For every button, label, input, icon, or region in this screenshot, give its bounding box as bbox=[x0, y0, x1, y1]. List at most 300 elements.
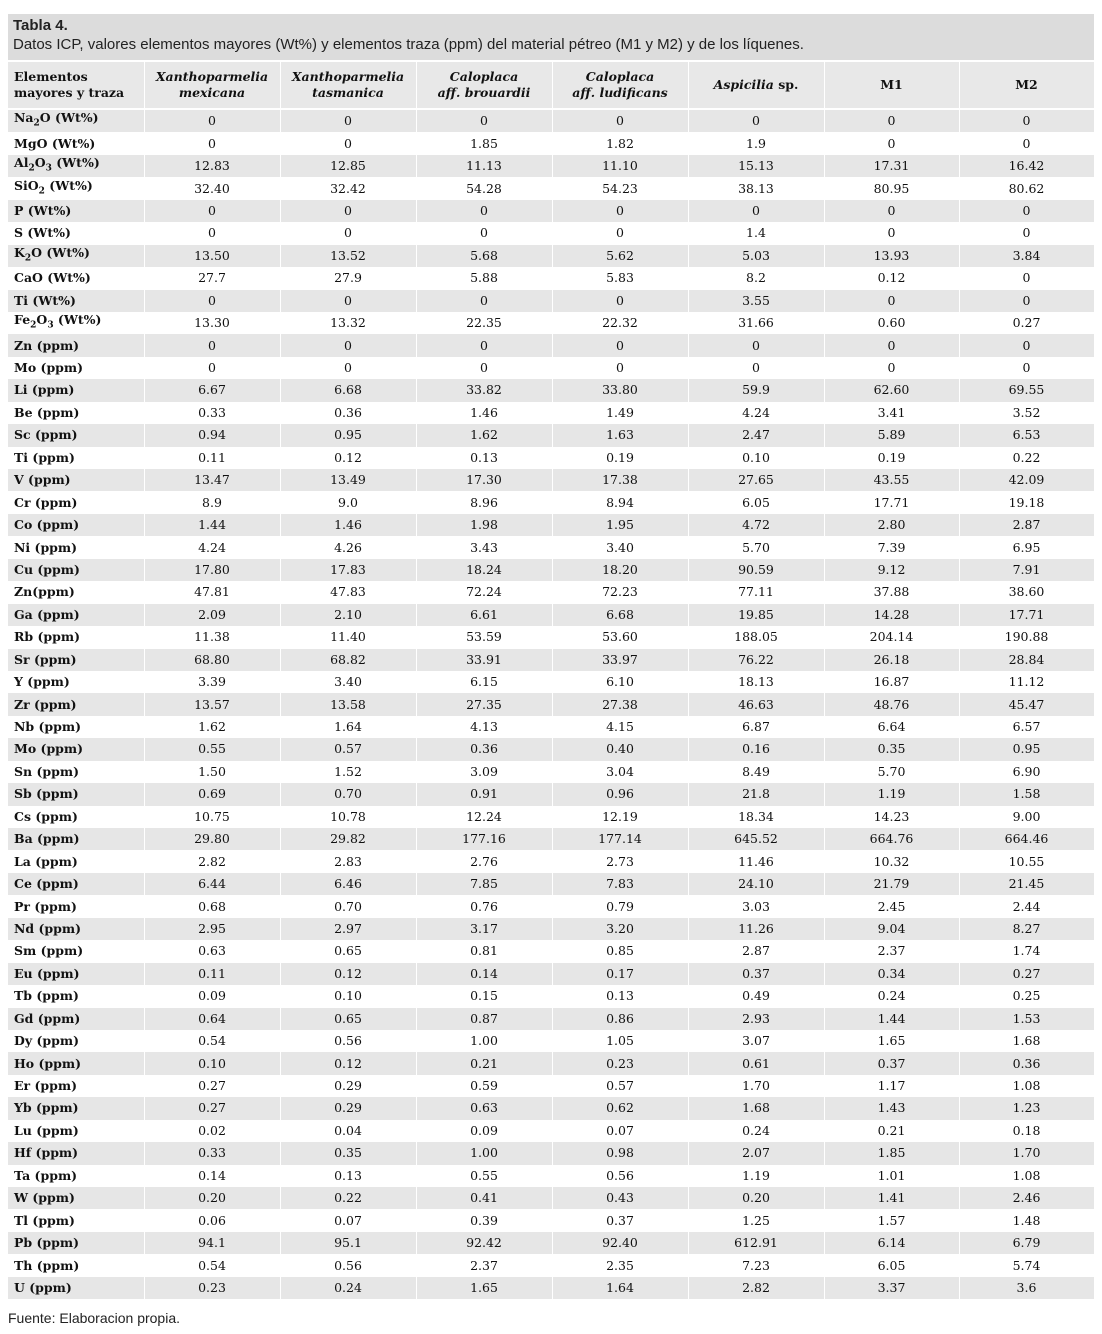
table-cell: 0.14 bbox=[416, 963, 552, 985]
table-cell: 28.84 bbox=[959, 649, 1094, 671]
table-cell: 4.13 bbox=[416, 716, 552, 738]
table-cell: 72.24 bbox=[416, 581, 552, 603]
row-label: V (ppm) bbox=[8, 469, 144, 491]
table-cell: 2.37 bbox=[824, 940, 959, 962]
table-cell: 1.85 bbox=[416, 132, 552, 154]
row-label: Ni (ppm) bbox=[8, 536, 144, 558]
row-label: Ti (ppm) bbox=[8, 447, 144, 469]
table-cell: 19.85 bbox=[688, 604, 824, 626]
table-cell: 6.57 bbox=[959, 716, 1094, 738]
table-cell: 0.12 bbox=[280, 447, 416, 469]
row-label: Ta (ppm) bbox=[8, 1165, 144, 1187]
table-cell: 1.98 bbox=[416, 514, 552, 536]
table-cell: 0.24 bbox=[688, 1120, 824, 1142]
table-cell: 3.09 bbox=[416, 761, 552, 783]
table-cell: 2.47 bbox=[688, 424, 824, 446]
table-cell: 3.6 bbox=[959, 1277, 1094, 1299]
table-cell: 18.13 bbox=[688, 671, 824, 693]
row-label: Sc (ppm) bbox=[8, 424, 144, 446]
table-cell: 13.52 bbox=[280, 245, 416, 267]
table-cell: 0.60 bbox=[824, 312, 959, 334]
table-cell: 0.13 bbox=[280, 1165, 416, 1187]
table-cell: 47.81 bbox=[144, 581, 280, 603]
table-cell: 3.40 bbox=[280, 671, 416, 693]
table-cell: 68.80 bbox=[144, 649, 280, 671]
table-cell: 0.39 bbox=[416, 1209, 552, 1231]
table-cell: 5.88 bbox=[416, 267, 552, 289]
table-cell: 0.37 bbox=[552, 1209, 688, 1231]
table-cell: 76.22 bbox=[688, 649, 824, 671]
table-cell: 1.53 bbox=[959, 1008, 1094, 1030]
table-cell: 0 bbox=[824, 132, 959, 154]
table-cell: 8.96 bbox=[416, 491, 552, 513]
table-cell: 80.62 bbox=[959, 177, 1094, 199]
table-cell: 53.59 bbox=[416, 626, 552, 648]
row-label: Eu (ppm) bbox=[8, 963, 144, 985]
table-cell: 0.27 bbox=[959, 963, 1094, 985]
table-subtitle: Datos ICP, valores elementos mayores (Wt%) y elementos traza (ppm) del material pétreo (M1 y M2) y de los líquenes. bbox=[13, 36, 804, 53]
table-cell: 0.64 bbox=[144, 1008, 280, 1030]
table-cell: 33.97 bbox=[552, 649, 688, 671]
table-cell: 2.82 bbox=[688, 1277, 824, 1299]
row-label: Ti (Wt%) bbox=[8, 290, 144, 312]
table-cell: 13.93 bbox=[824, 245, 959, 267]
row-label: CaO (Wt%) bbox=[8, 267, 144, 289]
table-row bbox=[8, 828, 1094, 850]
table-cell: 33.82 bbox=[416, 379, 552, 401]
table-cell: 0.86 bbox=[552, 1008, 688, 1030]
table-cell: 17.71 bbox=[824, 491, 959, 513]
table-cell: 22.32 bbox=[552, 312, 688, 334]
table-cell: 177.16 bbox=[416, 828, 552, 850]
table-cell: 0.56 bbox=[280, 1030, 416, 1052]
row-label: W (ppm) bbox=[8, 1187, 144, 1209]
table-cell: 14.28 bbox=[824, 604, 959, 626]
table-cell: 0.06 bbox=[144, 1209, 280, 1231]
table-cell: 46.63 bbox=[688, 693, 824, 715]
table-cell: 0.23 bbox=[552, 1052, 688, 1074]
table-cell: 1.46 bbox=[280, 514, 416, 536]
table-body bbox=[8, 109, 1094, 1299]
source-note: Fuente: Elaboracion propia. bbox=[8, 1310, 180, 1326]
table-cell: 0.23 bbox=[144, 1277, 280, 1299]
table-cell: 13.47 bbox=[144, 469, 280, 491]
table-cell: 2.45 bbox=[824, 895, 959, 917]
table-row bbox=[8, 155, 1094, 177]
header-caloplaca-brouardii: Caloplaca aff. brouardii bbox=[416, 61, 552, 109]
table-cell: 0.61 bbox=[688, 1052, 824, 1074]
table-cell: 0 bbox=[416, 290, 552, 312]
table-cell: 9.0 bbox=[280, 491, 416, 513]
table-cell: 0 bbox=[144, 334, 280, 356]
table-cell: 12.19 bbox=[552, 806, 688, 828]
table-cell: 18.34 bbox=[688, 806, 824, 828]
table-cell: 0.09 bbox=[144, 985, 280, 1007]
table-row bbox=[8, 1277, 1094, 1299]
table-cell: 38.13 bbox=[688, 177, 824, 199]
table-cell: 8.94 bbox=[552, 491, 688, 513]
table-cell: 17.83 bbox=[280, 559, 416, 581]
row-label: Mo (ppm) bbox=[8, 738, 144, 760]
table-cell: 27.7 bbox=[144, 267, 280, 289]
table-cell: 17.80 bbox=[144, 559, 280, 581]
table-cell: 2.46 bbox=[959, 1187, 1094, 1209]
table-cell: 1.70 bbox=[688, 1075, 824, 1097]
row-label: Ba (ppm) bbox=[8, 828, 144, 850]
table-cell: 0 bbox=[416, 222, 552, 244]
table-cell: 7.39 bbox=[824, 536, 959, 558]
table-cell: 6.05 bbox=[824, 1254, 959, 1276]
table-cell: 0.91 bbox=[416, 783, 552, 805]
table-cell: 0.27 bbox=[144, 1097, 280, 1119]
table-cell: 6.87 bbox=[688, 716, 824, 738]
table-row bbox=[8, 806, 1094, 828]
table-cell: 2.87 bbox=[688, 940, 824, 962]
table-cell: 664.76 bbox=[824, 828, 959, 850]
table-cell: 0.02 bbox=[144, 1120, 280, 1142]
table-cell: 33.91 bbox=[416, 649, 552, 671]
table-cell: 0.40 bbox=[552, 738, 688, 760]
table-cell: 6.05 bbox=[688, 491, 824, 513]
table-row bbox=[8, 491, 1094, 513]
table-cell: 0.24 bbox=[280, 1277, 416, 1299]
table-cell: 664.46 bbox=[959, 828, 1094, 850]
table-row bbox=[8, 1232, 1094, 1254]
table-cell: 0 bbox=[280, 109, 416, 132]
table-row bbox=[8, 109, 1094, 132]
table-cell: 0 bbox=[144, 109, 280, 132]
table-cell: 0.96 bbox=[552, 783, 688, 805]
row-label: Pr (ppm) bbox=[8, 895, 144, 917]
table-cell: 0.04 bbox=[280, 1120, 416, 1142]
table-cell: 0.35 bbox=[280, 1142, 416, 1164]
table-row bbox=[8, 671, 1094, 693]
header-caloplaca-ludificans: Caloplaca aff. ludificans bbox=[552, 61, 688, 109]
table-cell: 1.49 bbox=[552, 402, 688, 424]
table-cell: 0.36 bbox=[416, 738, 552, 760]
table-row bbox=[8, 424, 1094, 446]
row-label: Li (ppm) bbox=[8, 379, 144, 401]
row-label: Nb (ppm) bbox=[8, 716, 144, 738]
table-cell: 0.33 bbox=[144, 402, 280, 424]
table-row bbox=[8, 1075, 1094, 1097]
row-label: Y (ppm) bbox=[8, 671, 144, 693]
header-elements: Elementos mayores y traza bbox=[8, 61, 144, 109]
table-cell: 2.44 bbox=[959, 895, 1094, 917]
table-cell: 4.24 bbox=[688, 402, 824, 424]
table-cell: 72.23 bbox=[552, 581, 688, 603]
table-cell: 53.60 bbox=[552, 626, 688, 648]
table-cell: 0 bbox=[416, 200, 552, 222]
table-cell: 3.37 bbox=[824, 1277, 959, 1299]
table-cell: 0 bbox=[144, 290, 280, 312]
table-cell: 0.70 bbox=[280, 895, 416, 917]
table-cell: 2.97 bbox=[280, 918, 416, 940]
table-cell: 0 bbox=[824, 334, 959, 356]
table-cell: 3.07 bbox=[688, 1030, 824, 1052]
table-cell: 0.11 bbox=[144, 447, 280, 469]
table-cell: 10.78 bbox=[280, 806, 416, 828]
table-cell: 15.13 bbox=[688, 155, 824, 177]
table-cell: 0 bbox=[144, 357, 280, 379]
table-cell: 27.35 bbox=[416, 693, 552, 715]
row-label: $Fe_2O_3$ (Wt%) bbox=[8, 312, 144, 334]
table-row bbox=[8, 1120, 1094, 1142]
header-xanthoparmelia-mexicana: Xanthoparmelia mexicana bbox=[144, 61, 280, 109]
table-cell: 1.08 bbox=[959, 1075, 1094, 1097]
table-cell: 1.43 bbox=[824, 1097, 959, 1119]
table-cell: 0.17 bbox=[552, 963, 688, 985]
table-cell: 0.55 bbox=[416, 1165, 552, 1187]
table-cell: 1.62 bbox=[144, 716, 280, 738]
table-cell: 59.9 bbox=[688, 379, 824, 401]
table-cell: 80.95 bbox=[824, 177, 959, 199]
table-cell: 0 bbox=[824, 222, 959, 244]
row-label: $Al_2O_3$ (Wt%) bbox=[8, 155, 144, 177]
table-cell: 3.20 bbox=[552, 918, 688, 940]
table-cell: 0.24 bbox=[824, 985, 959, 1007]
table-cell: 0 bbox=[688, 357, 824, 379]
table-row bbox=[8, 1030, 1094, 1052]
table-cell: 54.23 bbox=[552, 177, 688, 199]
table-cell: 18.24 bbox=[416, 559, 552, 581]
table-cell: 62.60 bbox=[824, 379, 959, 401]
row-label: Dy (ppm) bbox=[8, 1030, 144, 1052]
table-cell: 0.34 bbox=[824, 963, 959, 985]
table-cell: 6.15 bbox=[416, 671, 552, 693]
row-label: Tl (ppm) bbox=[8, 1209, 144, 1231]
table-cell: 1.74 bbox=[959, 940, 1094, 962]
table-row bbox=[8, 985, 1094, 1007]
table-cell: 37.88 bbox=[824, 581, 959, 603]
table-row bbox=[8, 177, 1094, 199]
table-row bbox=[8, 1052, 1094, 1074]
table-row bbox=[8, 1142, 1094, 1164]
table-row bbox=[8, 379, 1094, 401]
table-cell: 9.04 bbox=[824, 918, 959, 940]
table-cell: 4.15 bbox=[552, 716, 688, 738]
row-label: P (Wt%) bbox=[8, 200, 144, 222]
table-cell: 1.82 bbox=[552, 132, 688, 154]
table-cell: 0 bbox=[552, 109, 688, 132]
table-cell: 1.64 bbox=[552, 1277, 688, 1299]
table-cell: 54.28 bbox=[416, 177, 552, 199]
table-cell: 0 bbox=[959, 200, 1094, 222]
table-cell: 0.57 bbox=[552, 1075, 688, 1097]
row-label: Be (ppm) bbox=[8, 402, 144, 424]
table-cell: 1.25 bbox=[688, 1209, 824, 1231]
table-cell: 6.79 bbox=[959, 1232, 1094, 1254]
table-cell: 21.8 bbox=[688, 783, 824, 805]
table-cell: 0.27 bbox=[144, 1075, 280, 1097]
table-cell: 0 bbox=[280, 290, 416, 312]
table-cell: 0.14 bbox=[144, 1165, 280, 1187]
table-cell: 92.42 bbox=[416, 1232, 552, 1254]
header-m1: M1 bbox=[824, 61, 959, 109]
table-cell: 11.26 bbox=[688, 918, 824, 940]
table-cell: 27.38 bbox=[552, 693, 688, 715]
table-cell: 2.10 bbox=[280, 604, 416, 626]
table-cell: 0.98 bbox=[552, 1142, 688, 1164]
row-label: Rb (ppm) bbox=[8, 626, 144, 648]
table-cell: 24.10 bbox=[688, 873, 824, 895]
table-cell: 0.56 bbox=[552, 1165, 688, 1187]
table-cell: 8.9 bbox=[144, 491, 280, 513]
row-label: SiO$_2$ (Wt%) bbox=[8, 177, 144, 199]
table-cell: 4.72 bbox=[688, 514, 824, 536]
table-row bbox=[8, 1209, 1094, 1231]
table-cell: 0 bbox=[959, 334, 1094, 356]
table-cell: 0 bbox=[552, 334, 688, 356]
row-label: Er (ppm) bbox=[8, 1075, 144, 1097]
table-cell: 27.65 bbox=[688, 469, 824, 491]
row-label: Sb (ppm) bbox=[8, 783, 144, 805]
table-cell: 6.10 bbox=[552, 671, 688, 693]
table-cell: 2.87 bbox=[959, 514, 1094, 536]
table-cell: 0.18 bbox=[959, 1120, 1094, 1142]
table-cell: 3.17 bbox=[416, 918, 552, 940]
table-cell: 1.44 bbox=[144, 514, 280, 536]
table-cell: 1.00 bbox=[416, 1142, 552, 1164]
table-cell: 6.67 bbox=[144, 379, 280, 401]
table-cell: 0.43 bbox=[552, 1187, 688, 1209]
table-cell: 1.44 bbox=[824, 1008, 959, 1030]
table-cell: 13.50 bbox=[144, 245, 280, 267]
table-cell: 7.85 bbox=[416, 873, 552, 895]
table-cell: 1.9 bbox=[688, 132, 824, 154]
table-cell: 6.14 bbox=[824, 1232, 959, 1254]
table-cell: 0 bbox=[959, 357, 1094, 379]
table-cell: 0.29 bbox=[280, 1097, 416, 1119]
table-cell: 1.52 bbox=[280, 761, 416, 783]
row-label: $Na_2O$ (Wt%) bbox=[8, 109, 144, 132]
table-cell: 1.41 bbox=[824, 1187, 959, 1209]
table-cell: 0.85 bbox=[552, 940, 688, 962]
table-cell: 0 bbox=[280, 200, 416, 222]
table-cell: 17.30 bbox=[416, 469, 552, 491]
table-cell: 0.55 bbox=[144, 738, 280, 760]
table-cell: 17.71 bbox=[959, 604, 1094, 626]
table-cell: 7.23 bbox=[688, 1254, 824, 1276]
table-cell: 0.19 bbox=[824, 447, 959, 469]
table-cell: 1.50 bbox=[144, 761, 280, 783]
table-row bbox=[8, 536, 1094, 558]
row-label: Cu (ppm) bbox=[8, 559, 144, 581]
row-label: Sm (ppm) bbox=[8, 940, 144, 962]
header-m2: M2 bbox=[959, 61, 1094, 109]
table-cell: 0 bbox=[959, 109, 1094, 132]
table-cell: 3.03 bbox=[688, 895, 824, 917]
table-cell: 10.32 bbox=[824, 850, 959, 872]
table-row bbox=[8, 761, 1094, 783]
table-cell: 0.13 bbox=[416, 447, 552, 469]
table-cell: 3.41 bbox=[824, 402, 959, 424]
table-row bbox=[8, 716, 1094, 738]
table-cell: 21.79 bbox=[824, 873, 959, 895]
table-cell: 0.54 bbox=[144, 1254, 280, 1276]
table-cell: 11.38 bbox=[144, 626, 280, 648]
table-cell: 0.56 bbox=[280, 1254, 416, 1276]
table-row bbox=[8, 693, 1094, 715]
table-cell: 0.49 bbox=[688, 985, 824, 1007]
row-label: MgO (Wt%) bbox=[8, 132, 144, 154]
table-cell: 3.39 bbox=[144, 671, 280, 693]
table-cell: 11.46 bbox=[688, 850, 824, 872]
table-cell: 5.70 bbox=[824, 761, 959, 783]
row-label: Th (ppm) bbox=[8, 1254, 144, 1276]
table-cell: 7.91 bbox=[959, 559, 1094, 581]
table-cell: 14.23 bbox=[824, 806, 959, 828]
table-cell: 0.21 bbox=[824, 1120, 959, 1142]
table-cell: 0.70 bbox=[280, 783, 416, 805]
table-cell: 32.40 bbox=[144, 177, 280, 199]
table-row bbox=[8, 581, 1094, 603]
table-cell: 0.19 bbox=[552, 447, 688, 469]
table-cell: 6.46 bbox=[280, 873, 416, 895]
table-cell: 43.55 bbox=[824, 469, 959, 491]
table-cell: 0.79 bbox=[552, 895, 688, 917]
table-cell: 0.36 bbox=[959, 1052, 1094, 1074]
table-cell: 0.12 bbox=[280, 1052, 416, 1074]
table-cell: 0.36 bbox=[280, 402, 416, 424]
table-cell: 11.12 bbox=[959, 671, 1094, 693]
table-cell: 17.38 bbox=[552, 469, 688, 491]
table-row bbox=[8, 783, 1094, 805]
table-cell: 4.26 bbox=[280, 536, 416, 558]
table-cell: 0.41 bbox=[416, 1187, 552, 1209]
table-title: Tabla 4. bbox=[13, 17, 68, 34]
table-cell: 94.1 bbox=[144, 1232, 280, 1254]
table-cell: 6.53 bbox=[959, 424, 1094, 446]
table-cell: 8.49 bbox=[688, 761, 824, 783]
table-cell: 1.46 bbox=[416, 402, 552, 424]
table-cell: 1.65 bbox=[824, 1030, 959, 1052]
table-row bbox=[8, 626, 1094, 648]
table-cell: 11.10 bbox=[552, 155, 688, 177]
table-cell: 0.27 bbox=[959, 312, 1094, 334]
table-cell: 1.17 bbox=[824, 1075, 959, 1097]
table-cell: 0.76 bbox=[416, 895, 552, 917]
table-cell: 3.84 bbox=[959, 245, 1094, 267]
table-cell: 1.48 bbox=[959, 1209, 1094, 1231]
table-cell: 4.24 bbox=[144, 536, 280, 558]
table-cell: 0 bbox=[959, 267, 1094, 289]
table-cell: 0 bbox=[824, 357, 959, 379]
row-label: Ce (ppm) bbox=[8, 873, 144, 895]
table-cell: 0 bbox=[416, 109, 552, 132]
table-cell: 10.55 bbox=[959, 850, 1094, 872]
table-cell: 0.10 bbox=[144, 1052, 280, 1074]
table-cell: 11.40 bbox=[280, 626, 416, 648]
table-cell: 0.95 bbox=[959, 738, 1094, 760]
table-cell: 2.07 bbox=[688, 1142, 824, 1164]
row-label: Zr (ppm) bbox=[8, 693, 144, 715]
table-cell: 0.11 bbox=[144, 963, 280, 985]
table-cell: 612.91 bbox=[688, 1232, 824, 1254]
table-row bbox=[8, 1097, 1094, 1119]
table-row bbox=[8, 873, 1094, 895]
table-row bbox=[8, 649, 1094, 671]
table-cell: 2.37 bbox=[416, 1254, 552, 1276]
row-label: Zn (ppm) bbox=[8, 334, 144, 356]
table-cell: 12.83 bbox=[144, 155, 280, 177]
table-row bbox=[8, 132, 1094, 154]
table-cell: 2.35 bbox=[552, 1254, 688, 1276]
table-cell: 3.04 bbox=[552, 761, 688, 783]
table-cell: 13.32 bbox=[280, 312, 416, 334]
table-row bbox=[8, 222, 1094, 244]
table-cell: 0 bbox=[552, 290, 688, 312]
